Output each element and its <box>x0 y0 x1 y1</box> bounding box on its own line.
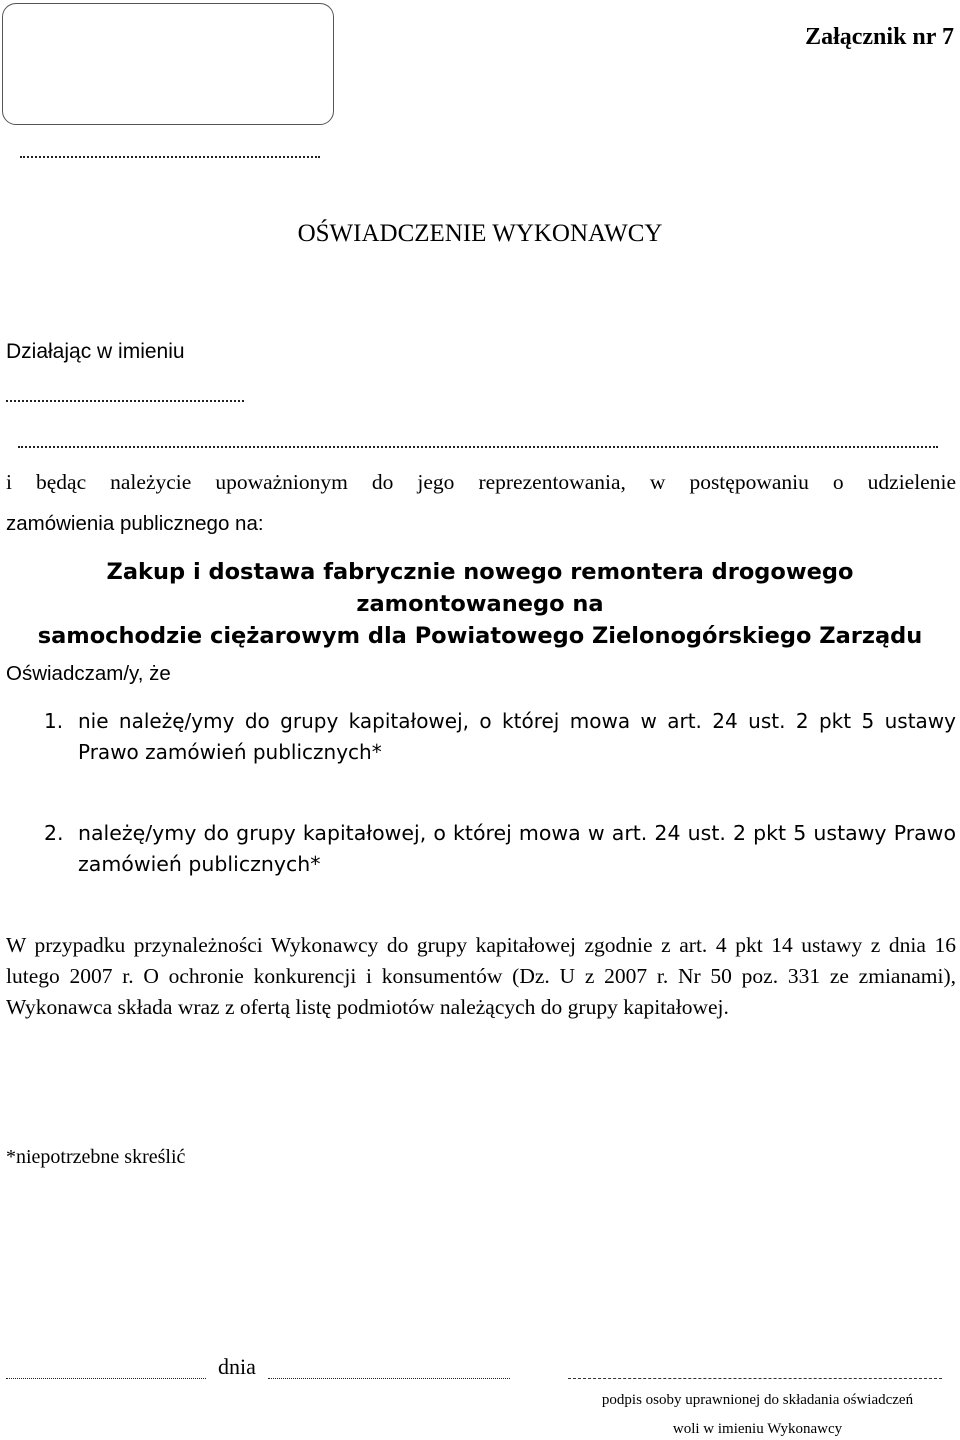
date-label: dnia <box>218 1354 256 1379</box>
declaration-item-1 <box>44 706 956 768</box>
procurement-subject <box>0 556 960 652</box>
procurement-subject-line-2: samochodzie ciężarowym dla Powiatowego Zielonogórskiego Zarządu <box>37 623 923 649</box>
place-fill-line <box>6 1378 206 1379</box>
date-fill-line <box>268 1378 510 1379</box>
signature-line <box>568 1378 942 1379</box>
footnote: *niepotrzebne skreślić <box>6 1146 186 1168</box>
name-fill-line-1 <box>6 400 244 402</box>
declaration-item-2-text: należę/ymy do grupy kapitałowej, o której mowa w art. 24 ust. 2 pkt 5 ustawy Prawo zamówień publicznych* <box>78 821 956 876</box>
declaration-item-1-text: nie należę/ymy do grupy kapitałowej, o której mowa w art. 24 ust. 2 pkt 5 ustawy Prawo zamówień publicznych* <box>78 709 956 764</box>
name-fill-line-2 <box>18 446 938 448</box>
procurement-subject-line-1: Zakup i dostawa fabrycznie nowego remontera drogowego zamontowanego na <box>106 559 854 617</box>
authorization-text-line-1: i będąc należycie upoważnionym do jego reprezentowania, w postępowaniu o udzielenie <box>6 470 956 494</box>
declaration-item-2-number: 2. <box>44 821 64 845</box>
declaration-item-2 <box>44 818 956 880</box>
attachment-label: Załącznik nr 7 <box>805 24 954 50</box>
declaration-label: Oświadczam/y, że <box>6 662 171 685</box>
authorization-text-line-2: zamówienia publicznego na: <box>6 512 264 535</box>
document-title: OŚWIADCZENIE WYKONAWCY <box>297 220 663 247</box>
signature-caption-line-2: woli w imieniu Wykonawcy <box>672 1421 843 1437</box>
capital-group-paragraph: W przypadku przynależności Wykonawcy do grupy kapitałowej zgodnie z art. 4 pkt 14 ustawy z dnia 16 lutego 2007 r. O ochronie konkurencji i konsumentów (Dz. U z 2007 r. Nr 50 poz. 331 ze zmianami), Wykonawca składa wraz z ofertą listę podmiotów należących do grupy kapitałowej. <box>6 933 956 1019</box>
acting-on-behalf-label: Działając w imieniu <box>6 340 185 363</box>
declaration-item-1-number: 1. <box>44 709 64 733</box>
company-stamp-box <box>2 3 334 125</box>
stamp-dotted-line <box>20 156 320 158</box>
signature-caption-line-1: podpis osoby uprawnionej do składania oświadczeń <box>601 1392 914 1408</box>
